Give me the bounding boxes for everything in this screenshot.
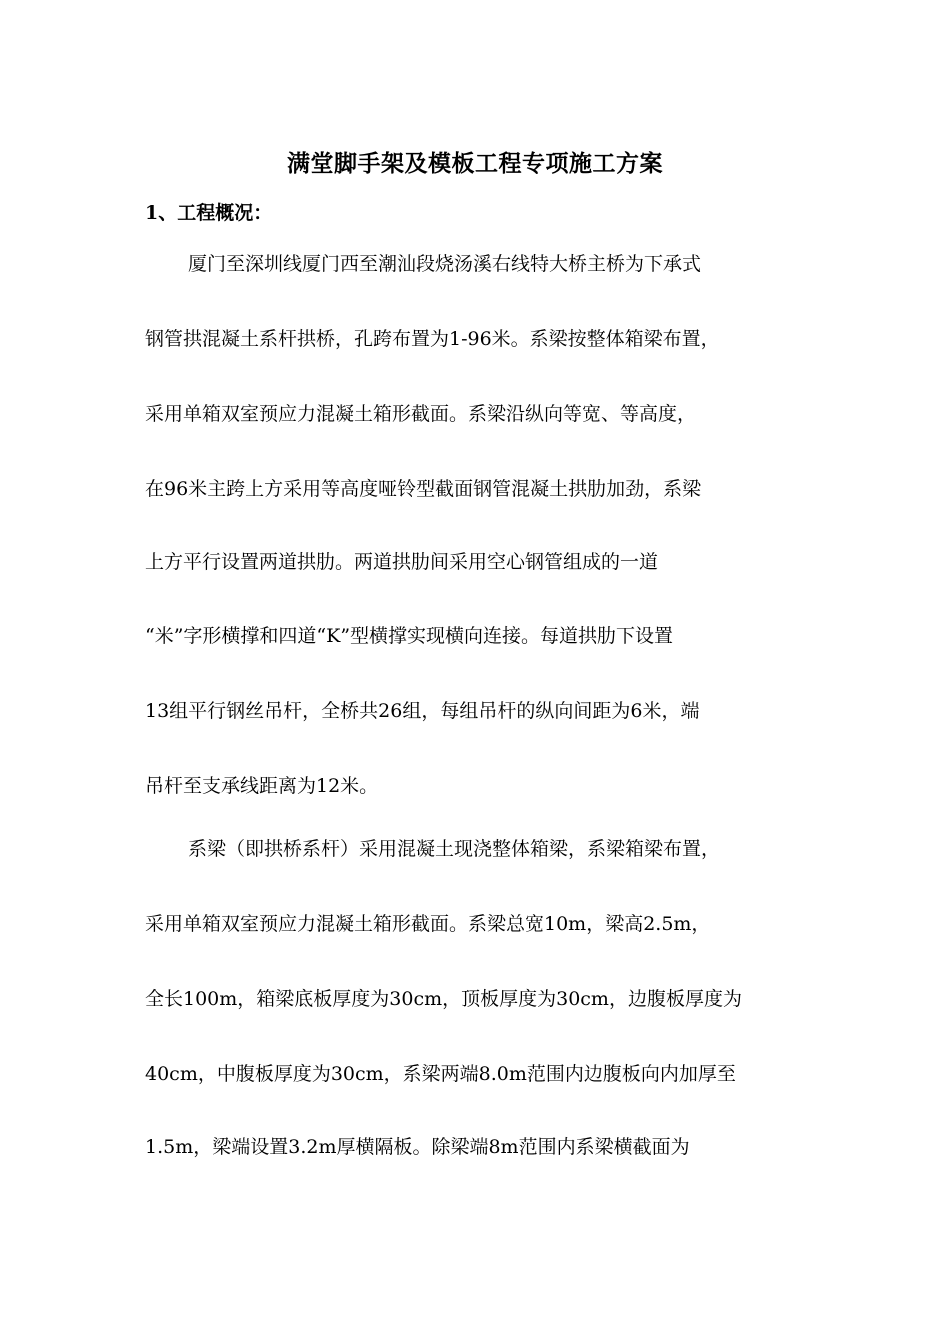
body-line: “米”字形横撑和四道“K”型横撑实现横向连接。每道拱肋下设置 (145, 625, 674, 647)
body-line: 厦门至深圳线厦门西至潮汕段烧汤溪右线特大桥主桥为下承式 (188, 253, 702, 275)
body-line: 13组平行钢丝吊杆，全桥共26组，每组吊杆的纵向间距为6米，端 (145, 700, 700, 722)
body-line: 40cm，中腹板厚度为30cm，系梁两端8.0m范围内边腹板向内加厚至 (145, 1063, 736, 1085)
body-line: 系梁（即拱桥系杆）采用混凝土现浇整体箱梁，系梁箱梁布置， (188, 838, 721, 860)
body-line: 全长100m，箱梁底板厚度为30cm，顶板厚度为30cm，边腹板厚度为 (145, 988, 742, 1010)
body-line: 采用单箱双室预应力混凝土箱形截面。系梁总宽10m，梁高2.5m， (145, 913, 711, 935)
body-line: 钢管拱混凝土系杆拱桥，孔跨布置为1-96米。系梁按整体箱梁布置， (145, 328, 720, 350)
section-heading: 1、工程概况： (145, 202, 273, 224)
body-line: 1.5m，梁端设置3.2m厚横隔板。除梁端8m范围内系梁横截面为 (145, 1136, 690, 1158)
body-line: 在96米主跨上方采用等高度哑铃型截面钢管混凝土拱肋加劲，系梁 (145, 478, 702, 500)
body-line: 吊杆至支承线距离为12米。 (145, 775, 379, 797)
body-line: 采用单箱双室预应力混凝土箱形截面。系梁沿纵向等宽、等高度， (145, 403, 697, 425)
body-line: 上方平行设置两道拱肋。两道拱肋间采用空心钢管组成的一道 (145, 551, 659, 573)
document-title: 满堂脚手架及模板工程专项施工方案 (287, 150, 663, 177)
